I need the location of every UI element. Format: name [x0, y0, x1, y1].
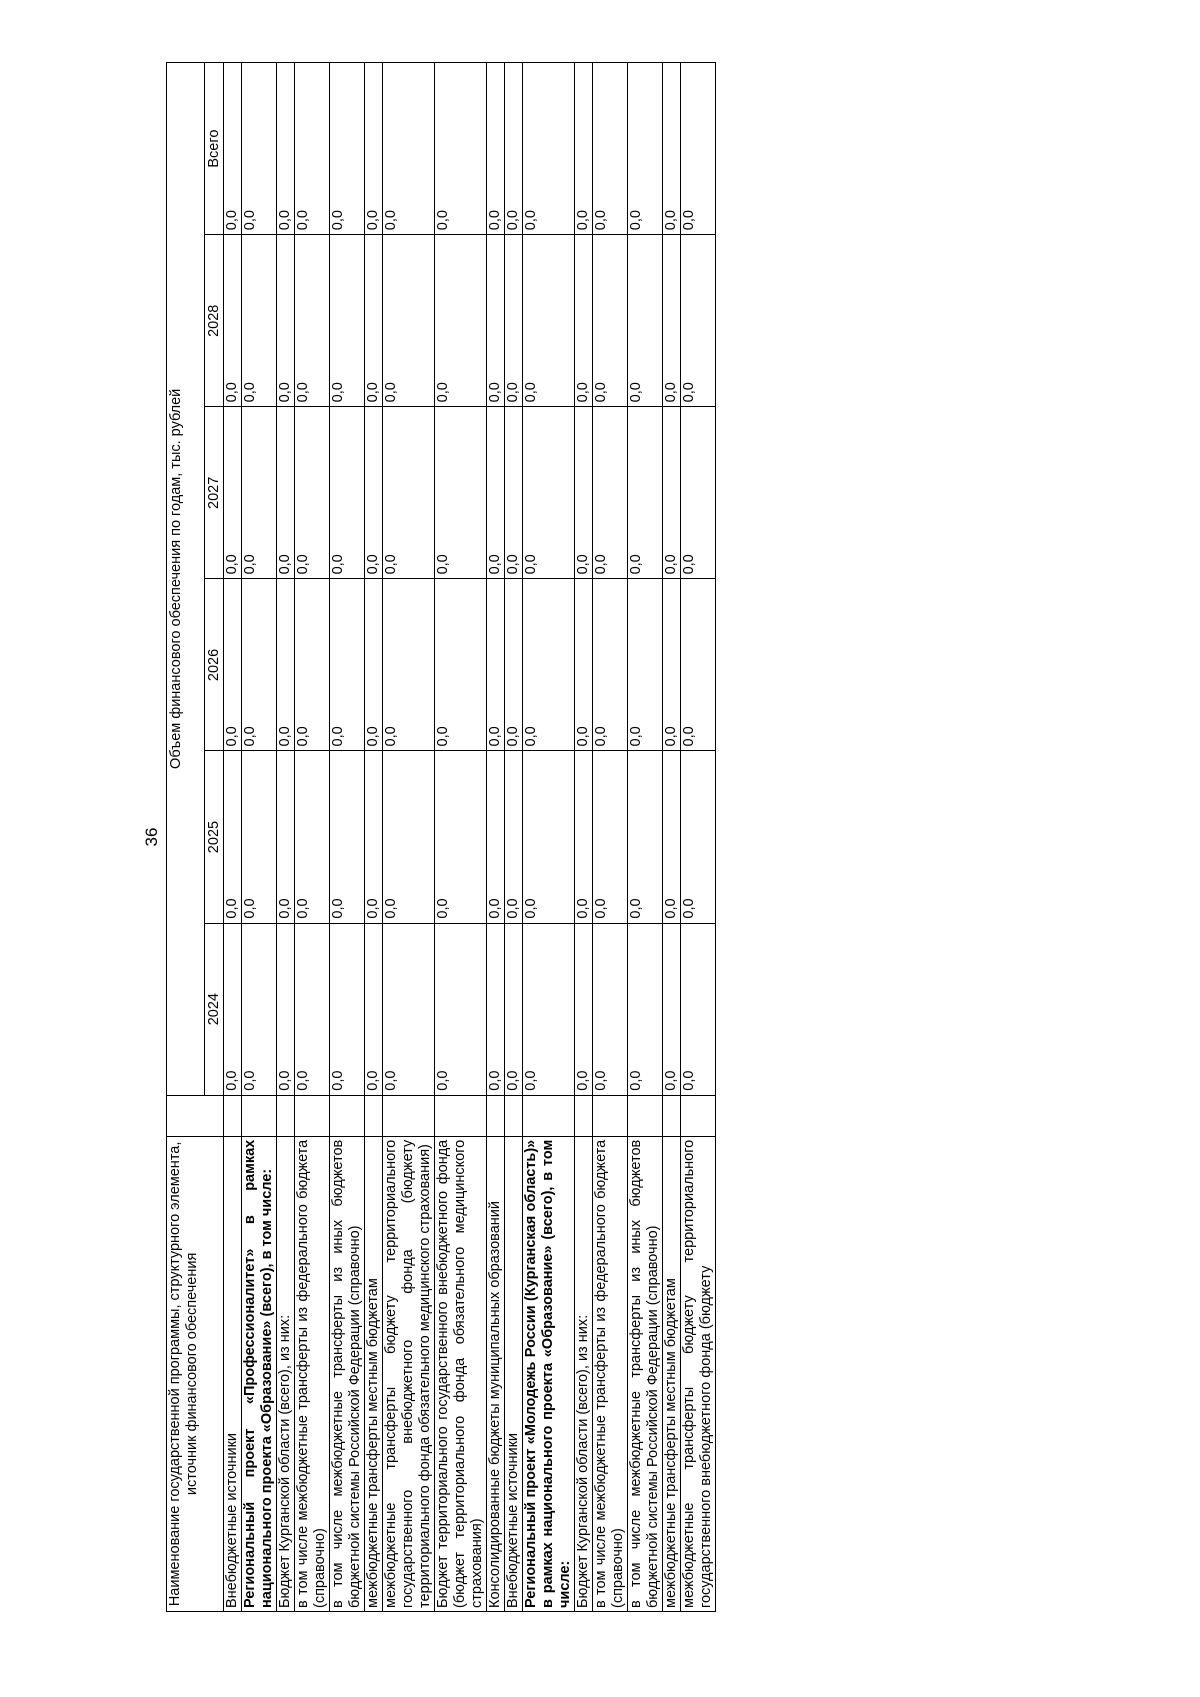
row-value: 0,0	[628, 63, 663, 235]
table-row	[365, 63, 383, 1612]
row-value: 0,0	[681, 579, 716, 751]
header-year-2028: 2028	[205, 235, 224, 407]
row-value: 0,0	[628, 407, 663, 579]
row-label: в том числе межбюджетные трансферты из федерального бюджета (справочно)	[295, 1136, 330, 1611]
row-value: 0,0	[593, 579, 628, 751]
row-value: 0,0	[593, 63, 628, 235]
row-value: 0,0	[224, 63, 242, 235]
row-empty-cell	[383, 1095, 435, 1136]
row-value: 0,0	[487, 923, 505, 1095]
row-value: 0,0	[435, 63, 487, 235]
table-row	[681, 63, 716, 1612]
header-empty-cell	[167, 1095, 224, 1136]
row-value: 0,0	[575, 579, 593, 751]
row-label: межбюджетные трансферты местным бюджетам	[365, 1136, 383, 1611]
row-empty-cell	[435, 1095, 487, 1136]
row-value: 0,0	[295, 63, 330, 235]
table-body	[224, 63, 716, 1612]
row-value: 0,0	[505, 63, 523, 235]
header-year-2027: 2027	[205, 407, 224, 579]
row-value: 0,0	[277, 923, 295, 1095]
page-number: 36	[142, 827, 161, 847]
row-label: Региональный проект «Молодежь России (Курганская область)» в рамках национального проекта «Образование» (всего), в том числе:	[523, 1136, 575, 1611]
row-empty-cell	[224, 1095, 242, 1136]
row-value: 0,0	[330, 751, 365, 923]
row-empty-cell	[593, 1095, 628, 1136]
row-value: 0,0	[435, 579, 487, 751]
row-value: 0,0	[365, 407, 383, 579]
row-value: 0,0	[575, 235, 593, 407]
row-value: 0,0	[383, 235, 435, 407]
row-value: 0,0	[505, 579, 523, 751]
row-value: 0,0	[523, 407, 575, 579]
row-value: 0,0	[224, 751, 242, 923]
row-value: 0,0	[224, 579, 242, 751]
row-value: 0,0	[383, 63, 435, 235]
table-row	[224, 63, 242, 1612]
header-spacer	[186, 63, 205, 1096]
row-value: 0,0	[242, 63, 277, 235]
table-row	[383, 63, 435, 1612]
row-value: 0,0	[295, 923, 330, 1095]
table-row	[242, 63, 277, 1612]
row-value: 0,0	[295, 407, 330, 579]
row-value: 0,0	[242, 235, 277, 407]
row-empty-cell	[523, 1095, 575, 1136]
row-value: 0,0	[487, 63, 505, 235]
row-value: 0,0	[628, 923, 663, 1095]
row-value: 0,0	[681, 407, 716, 579]
row-value: 0,0	[523, 63, 575, 235]
row-label: Бюджет территориального государственного внебюджетного фонда (бюджет территориального фонда обязательного медицинского страхования)	[435, 1136, 487, 1611]
row-value: 0,0	[242, 751, 277, 923]
table-row	[523, 63, 575, 1612]
row-value: 0,0	[435, 407, 487, 579]
row-value: 0,0	[242, 579, 277, 751]
row-value: 0,0	[663, 751, 681, 923]
row-value: 0,0	[277, 63, 295, 235]
row-value: 0,0	[365, 235, 383, 407]
row-value: 0,0	[277, 235, 295, 407]
row-value: 0,0	[681, 751, 716, 923]
row-value: 0,0	[365, 751, 383, 923]
header-volume-title: Объем финансового обеспечения по годам, тыс. рублей	[167, 63, 186, 1096]
row-value: 0,0	[593, 751, 628, 923]
row-value: 0,0	[487, 579, 505, 751]
row-value: 0,0	[330, 235, 365, 407]
row-value: 0,0	[575, 63, 593, 235]
row-value: 0,0	[523, 751, 575, 923]
header-name-column: Наименование государственной программы, структурного элемента, источник финансового обеспечения	[167, 1136, 224, 1611]
row-value: 0,0	[523, 235, 575, 407]
row-value: 0,0	[628, 579, 663, 751]
row-empty-cell	[663, 1095, 681, 1136]
row-value: 0,0	[663, 63, 681, 235]
row-value: 0,0	[575, 751, 593, 923]
row-empty-cell	[365, 1095, 383, 1136]
row-label: Бюджет Курганской области (всего), из них:	[575, 1136, 593, 1611]
row-value: 0,0	[242, 407, 277, 579]
row-label: Бюджет Курганской области (всего), из них:	[277, 1136, 295, 1611]
row-empty-cell	[575, 1095, 593, 1136]
table-row	[277, 63, 295, 1612]
row-value: 0,0	[435, 751, 487, 923]
row-label: Региональный проект «Профессионалитет» в рамках национального проекта «Образование» (всего), в том числе:	[242, 1136, 277, 1611]
header-year-2026: 2026	[205, 579, 224, 751]
row-value: 0,0	[663, 579, 681, 751]
row-label: межбюджетные трансферты бюджету территориального государственного внебюджетного фонда (бюджету	[681, 1136, 716, 1611]
row-value: 0,0	[505, 235, 523, 407]
header-total: Всего	[205, 63, 224, 235]
row-value: 0,0	[295, 235, 330, 407]
row-value: 0,0	[487, 235, 505, 407]
table-row	[593, 63, 628, 1612]
row-label: межбюджетные трансферты бюджету территориального государственного внебюджетного фонда (бюджету территориального фонда обязательного медицинского страхования)	[383, 1136, 435, 1611]
row-value: 0,0	[435, 923, 487, 1095]
row-label: Консолидированные бюджеты муниципальных образований	[487, 1136, 505, 1611]
table-row	[663, 63, 681, 1612]
row-value: 0,0	[365, 579, 383, 751]
row-value: 0,0	[681, 63, 716, 235]
row-value: 0,0	[575, 923, 593, 1095]
row-label: в том числе межбюджетные трансферты из иных бюджетов бюджетной системы Российской Федерации (справочно)	[330, 1136, 365, 1611]
rotated-page	[140, 62, 1080, 1612]
table-row	[295, 63, 330, 1612]
row-value: 0,0	[295, 579, 330, 751]
table-row	[628, 63, 663, 1612]
financing-table	[166, 62, 716, 1612]
row-empty-cell	[330, 1095, 365, 1136]
row-value: 0,0	[383, 579, 435, 751]
row-value: 0,0	[224, 235, 242, 407]
table-row	[505, 63, 523, 1612]
row-label: в том числе межбюджетные трансферты из иных бюджетов бюджетной системы Российской Федерации (справочно)	[628, 1136, 663, 1611]
row-value: 0,0	[330, 63, 365, 235]
row-value: 0,0	[330, 407, 365, 579]
row-empty-cell	[242, 1095, 277, 1136]
row-value: 0,0	[663, 407, 681, 579]
row-value: 0,0	[277, 579, 295, 751]
row-value: 0,0	[435, 235, 487, 407]
row-value: 0,0	[295, 751, 330, 923]
row-value: 0,0	[365, 63, 383, 235]
row-value: 0,0	[277, 751, 295, 923]
row-label: межбюджетные трансферты местным бюджетам	[663, 1136, 681, 1611]
table-row	[575, 63, 593, 1612]
row-value: 0,0	[487, 407, 505, 579]
table-row	[435, 63, 487, 1612]
row-value: 0,0	[383, 407, 435, 579]
row-value: 0,0	[383, 923, 435, 1095]
row-value: 0,0	[663, 235, 681, 407]
table-row	[487, 63, 505, 1612]
row-value: 0,0	[593, 407, 628, 579]
row-value: 0,0	[575, 407, 593, 579]
row-value: 0,0	[681, 923, 716, 1095]
row-label: Внебюджетные источники	[224, 1136, 242, 1611]
row-value: 0,0	[505, 407, 523, 579]
row-value: 0,0	[505, 923, 523, 1095]
row-value: 0,0	[487, 751, 505, 923]
row-empty-cell	[628, 1095, 663, 1136]
row-value: 0,0	[663, 923, 681, 1095]
row-empty-cell	[505, 1095, 523, 1136]
row-value: 0,0	[628, 751, 663, 923]
row-label: Внебюджетные источники	[505, 1136, 523, 1611]
row-value: 0,0	[224, 407, 242, 579]
row-value: 0,0	[628, 235, 663, 407]
row-empty-cell	[277, 1095, 295, 1136]
row-value: 0,0	[224, 923, 242, 1095]
row-value: 0,0	[523, 923, 575, 1095]
row-value: 0,0	[365, 923, 383, 1095]
row-value: 0,0	[330, 579, 365, 751]
row-value: 0,0	[593, 923, 628, 1095]
row-empty-cell	[487, 1095, 505, 1136]
row-value: 0,0	[593, 235, 628, 407]
row-label: в том числе межбюджетные трансферты из федерального бюджета (справочно)	[593, 1136, 628, 1611]
row-value: 0,0	[523, 579, 575, 751]
row-value: 0,0	[242, 923, 277, 1095]
row-value: 0,0	[505, 751, 523, 923]
row-value: 0,0	[330, 923, 365, 1095]
row-empty-cell	[681, 1095, 716, 1136]
header-year-2024: 2024	[205, 923, 224, 1095]
header-year-2025: 2025	[205, 751, 224, 923]
row-empty-cell	[295, 1095, 330, 1136]
row-value: 0,0	[681, 235, 716, 407]
row-value: 0,0	[383, 751, 435, 923]
row-value: 0,0	[277, 407, 295, 579]
table-row	[330, 63, 365, 1612]
